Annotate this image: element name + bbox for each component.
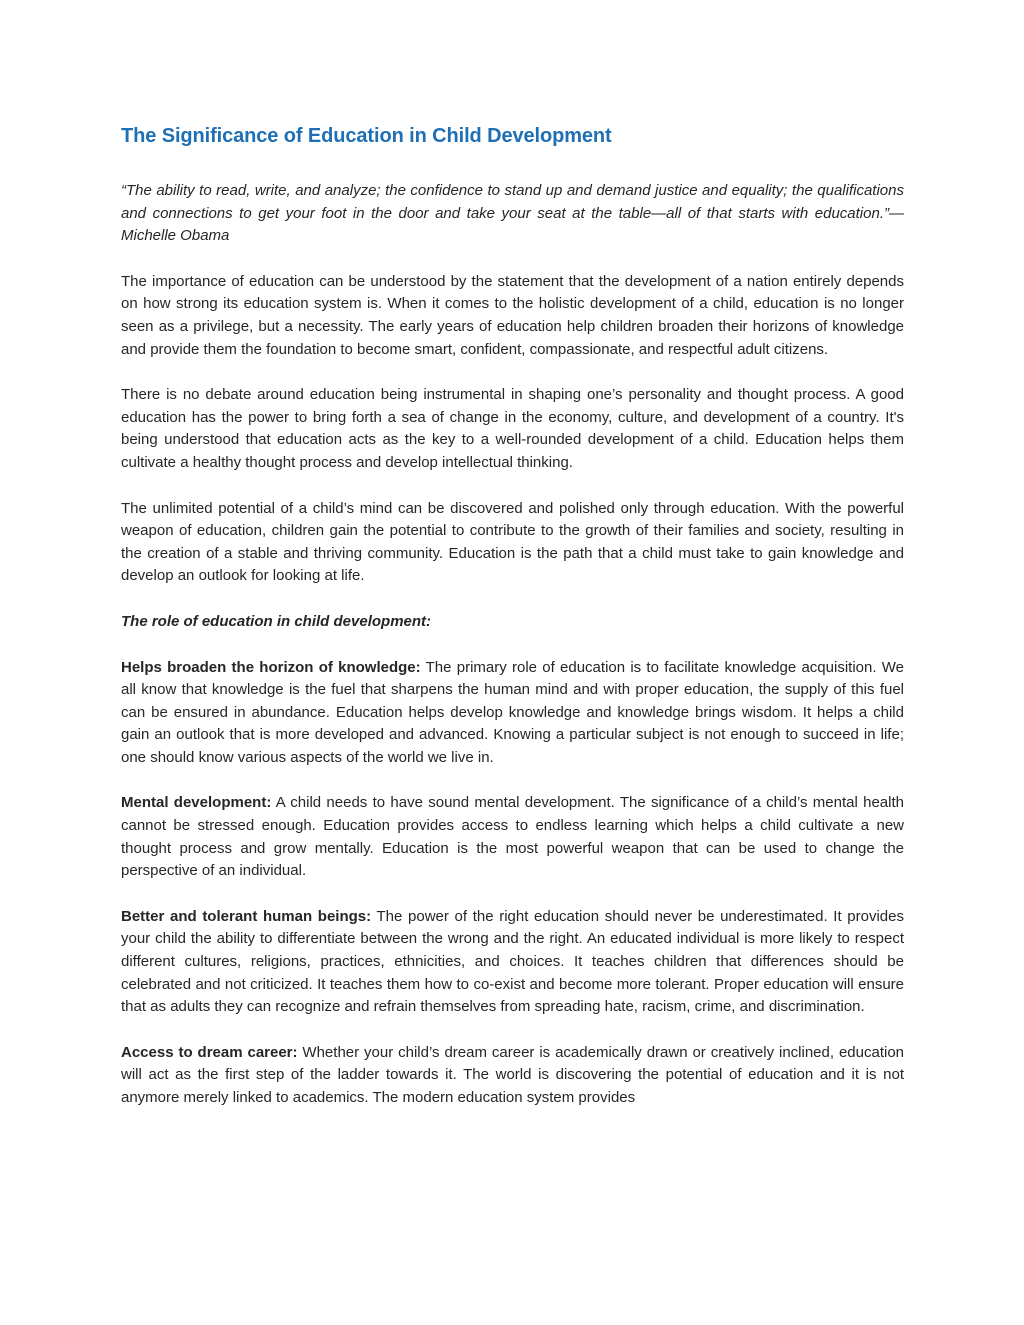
section-lead: Helps broaden the horizon of knowledge:: [121, 658, 421, 676]
opening-quote: “The ability to read, write, and analyze; the confidence to stand up and demand justice and equality; the qualifications and connections to get your foot in the door and take your seat at the table—all of that starts with education.”—Michelle Obama: [121, 182, 904, 245]
section-tolerant-humans: [121, 906, 904, 1019]
section-lead: Access to dream career:: [121, 1043, 298, 1061]
section-subheading: The role of education in child development:: [121, 612, 432, 630]
document-page: [121, 122, 904, 1133]
section-mental-development: [121, 792, 904, 882]
document-title: The Significance of Education in Child Development: [121, 125, 612, 147]
section-dream-career: [121, 1042, 904, 1110]
section-body: Whether your child’s dream career is academically drawn or creatively inclined, education will act as the first step of the ladder towards it. The world is discovering the potential of education and it is not anymore merely linked to academics. The modern education system provides: [121, 1043, 904, 1106]
intro-paragraph-1: The importance of education can be understood by the statement that the development of a nation entirely depends on how strong its education system is. When it comes to the holistic development of a child, education is no longer seen as a privilege, but a necessity. The early years of education help children broaden their horizons of knowledge and provide them the foundation to become smart, confident, compassionate, and respectful adult citizens.: [121, 272, 904, 358]
section-lead: Mental development:: [121, 794, 272, 812]
section-knowledge-horizon: [121, 657, 904, 770]
section-lead: Better and tolerant human beings:: [121, 907, 372, 925]
section-body: The power of the right education should never be underestimated. It provides your child the ability to differentiate between the wrong and the right. An educated individual is more likely to respect different cultures, religions, practices, ethnicities, and choices. It teaches children that differences should be celebrated and not criticized. It teaches them how to co-exist and become more tolerant. Proper education will ensure that as adults they can recognize and refrain themselves from spreading hate, racism, crime, and discrimination.: [121, 907, 904, 1016]
section-body: A child needs to have sound mental development. The significance of a child’s mental health cannot be stressed enough. Education provides access to endless learning which helps a child cultivate a new thought process and grow mentally. Education is the most powerful weapon that can be used to change the perspective of an individual.: [121, 794, 904, 880]
intro-paragraph-3: The unlimited potential of a child’s mind can be discovered and polished only through education. With the powerful weapon of education, children gain the potential to contribute to the growth of their families and society, resulting in the creation of a stable and thriving community. Education is the path that a child must take to gain knowledge and develop an outlook for looking at life.: [121, 499, 904, 585]
section-body: The primary role of education is to facilitate knowledge acquisition. We all know that knowledge is the fuel that sharpens the human mind and with proper education, the supply of this fuel can be ensured in abundance. Education helps develop knowledge and knowledge brings wisdom. It helps a child gain an outlook that is more developed and advanced. Knowing a particular subject is not enough to succeed in life; one should know various aspects of the world we live in.: [121, 658, 904, 766]
intro-paragraph-2: There is no debate around education being instrumental in shaping one’s personality and thought process. A good education has the power to bring forth a sea of change in the economy, culture, and development of a country. It's being understood that education acts as the key to a well-rounded development of a child. Education helps them cultivate a healthy thought process and develop intellectual thinking.: [121, 386, 904, 471]
